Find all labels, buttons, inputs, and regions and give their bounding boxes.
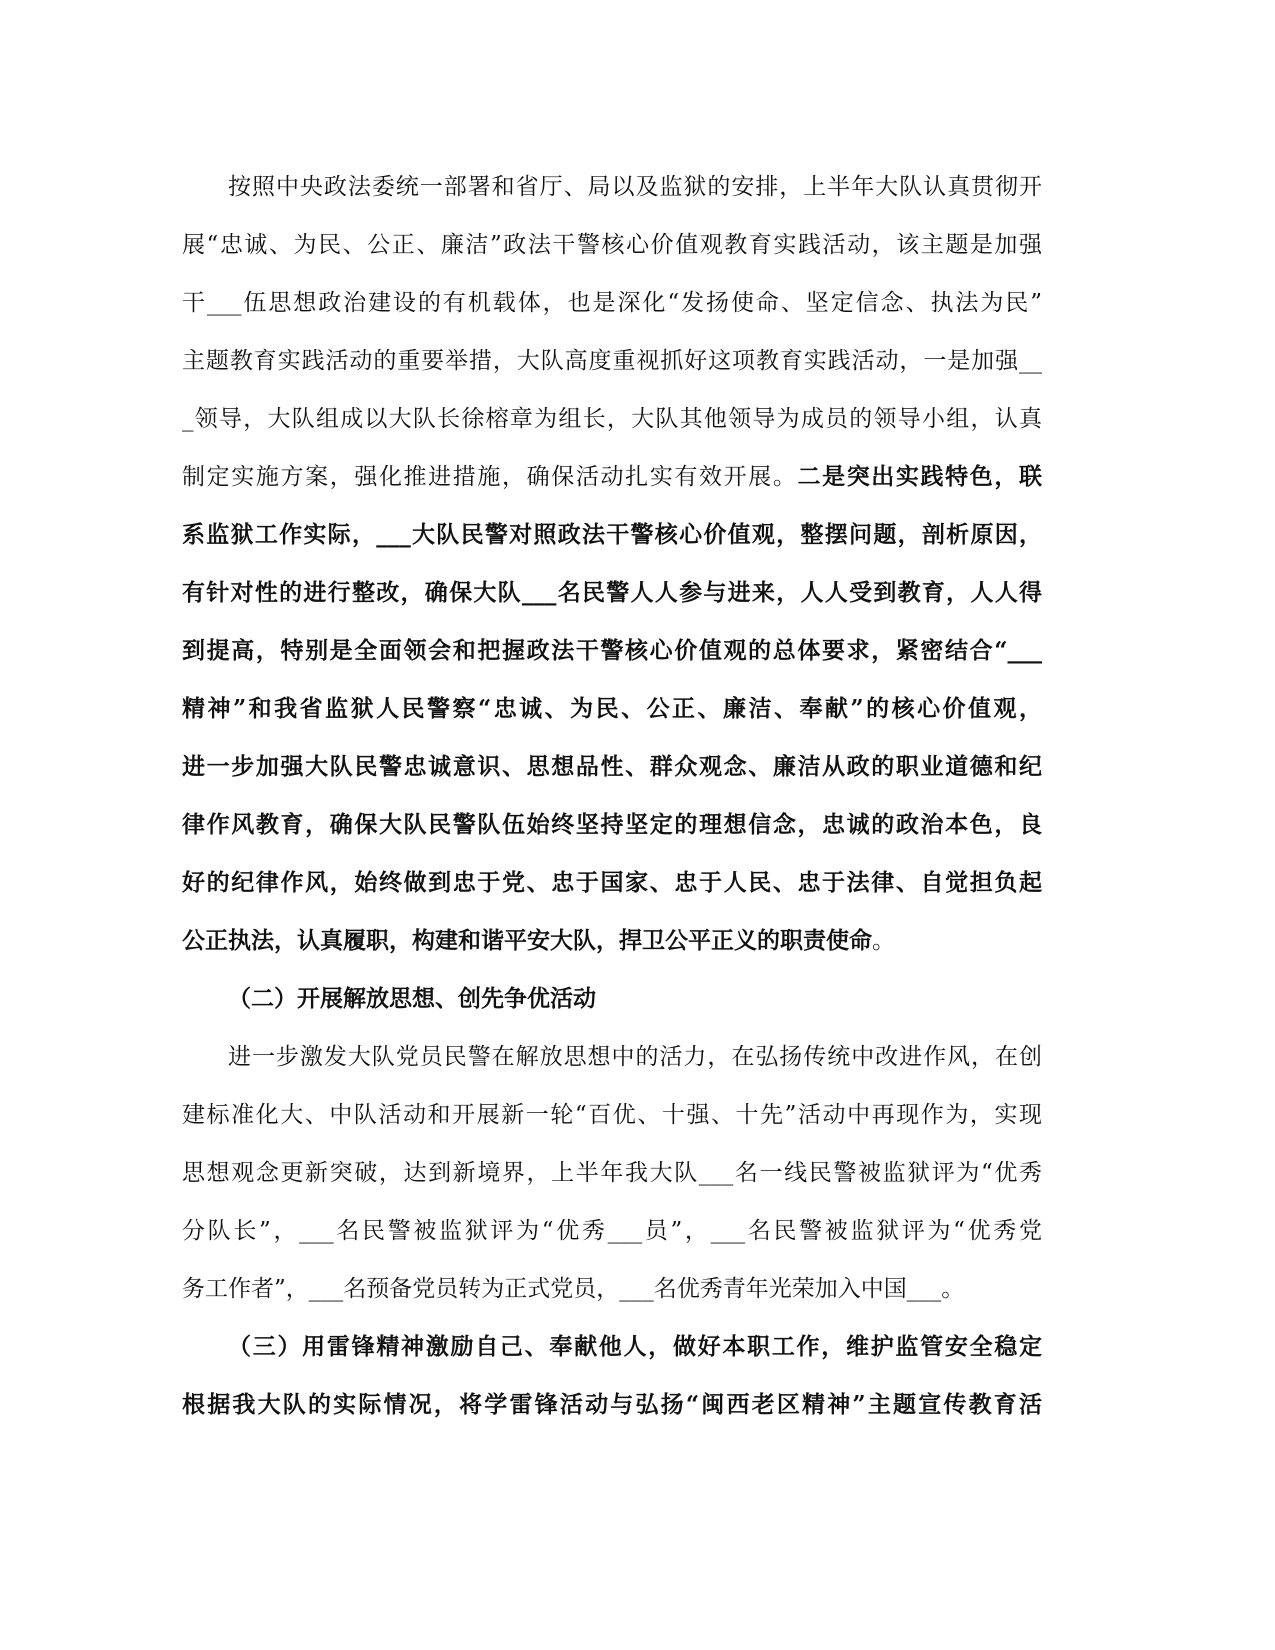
bold-text-run: 二是突出实践特色，联 [797,463,1043,490]
text-line: 按照中央政法委统一部署和省厅、局以及监狱的安排，上半年大队认真贯彻开 [228,174,1042,200]
text-line [182,448,1042,506]
text-line: 进一步激发大队党员民警在解放思想中的活力，在弘扬传统中改进作风，在创 [228,1044,1042,1070]
bold-text-line: 根据我大队的实际情况，将学雷锋活动与弘扬“闽西老区精神”主题宣传教育活 [182,1391,1042,1418]
bold-text-line: 精神”和我省监狱人民警察“忠诚、为民、公正、廉洁、奉献”的核心价值观， [182,695,1042,722]
section-heading-2: （二）开展解放思想、创先争优活动 [228,985,596,1012]
section-heading-3: （三）用雷锋精神激励自己、奉献他人，做好本职工作，维护监管安全稳定 [228,1333,1042,1360]
text-run: 制定实施方案，强化推进措施，确保活动扎实有效开展。 [182,464,798,490]
bold-text-line: 律作风教育，确保大队民警队伍始终坚持坚定的理想信念，忠诚的政治本色，良 [182,811,1042,838]
bold-text-line: 有针对性的进行整改，确保大队___名民警人人参与进来，人人受到教育，人人得 [182,579,1042,606]
text-line: 主题教育实践活动的重要举措，大队高度重视抓好这项教育实践活动，一是加强__ [182,348,1042,374]
text-line: _领导，大队组成以大队长徐榕章为组长，大队其他领导为成员的领导小组，认真 [182,406,1042,432]
paragraph-1 [182,158,1042,970]
text-run: 。 [872,928,895,954]
text-line: 思想观念更新突破，达到新境界，上半年我大队___名一线民警被监狱评为“优秀 [182,1160,1042,1186]
text-line: 务工作者”，___名预备党员转为正式党员，___名优秀青年光荣加入中国___。 [182,1276,965,1302]
paragraph-2 [182,1028,1042,1318]
text-line: 建标准化大、中队活动和开展新一轮“百优、十强、十先”活动中再现作为，实现 [182,1102,1042,1128]
bold-text-line: 到提高，特别是全面领会和把握政法干警核心价值观的总体要求，紧密结合“___ [182,637,1042,664]
bold-text-line: 进一步加强大队民警忠诚意识、思想品性、群众观念、廉洁从政的职业道德和纪 [182,753,1042,780]
bold-text-run: 公正执法，认真履职，构建和谐平安大队，捍卫公平正义的职责使命 [182,927,872,954]
text-line: 展“忠诚、为民、公正、廉洁”政法干警核心价值观教育实践活动，该主题是加强 [182,232,1042,258]
document-page [182,158,1042,1434]
paragraph-3 [182,1376,1042,1434]
text-line: 干___伍思想政治建设的有机载体，也是深化“发扬使命、坚定信念、执法为民” [182,290,1042,316]
bold-text-line: 好的纪律作风，始终做到忠于党、忠于国家、忠于人民、忠于法律、自觉担负起 [182,869,1042,896]
text-line: 分队长”，___名民警被监狱评为“优秀___员”，___名民警被监狱评为“优秀党 [182,1218,1042,1244]
text-line [182,912,1042,970]
bold-text-line: 系监狱工作实际，___大队民警对照政法干警核心价值观，整摆问题，剖析原因， [182,521,1042,548]
